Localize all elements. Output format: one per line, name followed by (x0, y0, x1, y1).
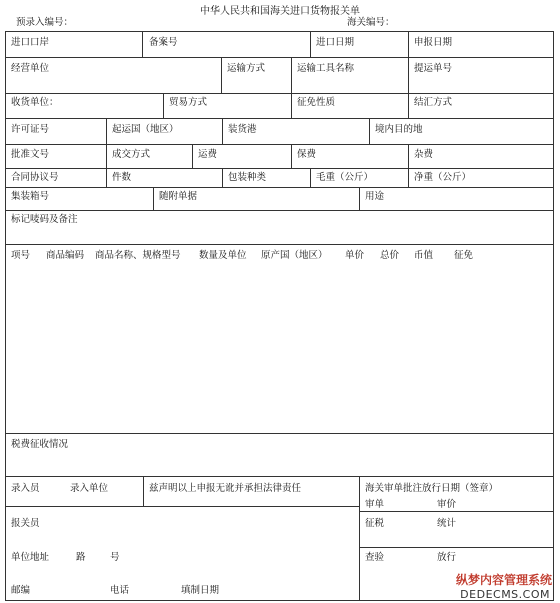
approval-number-label: 批准文号 (11, 149, 50, 160)
import-port-label: 进口口岸 (11, 37, 50, 48)
col-unit-price: 单价 (345, 250, 365, 261)
col-origin-country: 原产国（地区） (261, 250, 328, 261)
cell-divider (192, 144, 193, 168)
cell-divider (408, 57, 409, 93)
cell-divider (153, 187, 154, 210)
row-divider (5, 476, 554, 477)
statistics-label: 统计 (437, 518, 457, 529)
pricing-label: 审价 (437, 499, 457, 510)
bill-of-lading-label: 提运单号 (414, 63, 453, 74)
gross-weight-label: 毛重（公斤） (316, 172, 374, 183)
cell-divider (143, 476, 144, 506)
unit-address-label: 单位地址 (11, 552, 50, 563)
col-quantity-unit: 数量及单位 (199, 250, 247, 261)
cell-divider (291, 57, 292, 93)
container-number-label: 集装箱号 (11, 191, 50, 202)
phone-label: 电话 (110, 585, 130, 596)
col-exemption: 征免 (454, 250, 474, 261)
row-divider (359, 511, 554, 512)
cell-divider (310, 168, 311, 187)
form-frame (5, 31, 554, 601)
tax-levy-label: 征税 (365, 518, 385, 529)
row-divider (5, 144, 554, 145)
loading-port-label: 装货港 (228, 124, 257, 135)
col-commodity-name: 商品名称、规格型号 (95, 250, 181, 261)
number-label: 号 (110, 552, 120, 563)
pre-entry-number-label: 预录入编号： (16, 17, 74, 28)
cell-divider (408, 93, 409, 118)
import-date-label: 进口日期 (316, 37, 355, 48)
cell-divider (106, 118, 107, 144)
col-commodity-code: 商品编码 (46, 250, 85, 261)
cell-divider (291, 93, 292, 118)
release-label: 放行 (437, 552, 457, 563)
net-weight-label: 净重（公斤） (414, 172, 472, 183)
transaction-mode-label: 成交方式 (112, 149, 151, 160)
row-divider (5, 506, 359, 507)
declaration-statement: 兹声明以上申报无讹并承担法律责任 (149, 483, 302, 494)
declarant-label: 报关员 (11, 518, 40, 529)
row-divider (5, 244, 554, 245)
cell-divider (106, 144, 107, 168)
exemption-nature-label: 征免性质 (297, 97, 336, 108)
road-label: 路 (76, 552, 86, 563)
settlement-method-label: 结汇方式 (414, 97, 453, 108)
watermark-text: 纵梦内容管理系统 (455, 573, 552, 587)
insurance-label: 保费 (297, 149, 317, 160)
tax-collection-label: 税费征收情况 (11, 439, 69, 450)
attached-documents-label: 随附单据 (159, 191, 198, 202)
cell-divider (408, 168, 409, 187)
row-divider (5, 57, 554, 58)
col-item-number: 项号 (11, 250, 31, 261)
row-divider (5, 168, 554, 169)
review-label: 审单 (365, 499, 385, 510)
domestic-destination-label: 境内目的地 (375, 124, 423, 135)
entry-person-label: 录入员 (11, 483, 40, 494)
customs-approval-label: 海关审单批注放行日期（签章） (365, 483, 499, 494)
row-divider (5, 118, 554, 119)
watermark-domain: DEDECMS.COM (460, 588, 550, 601)
fill-date-label: 填制日期 (181, 585, 220, 596)
purpose-label: 用途 (365, 191, 385, 202)
cell-divider (408, 31, 409, 57)
row-divider (5, 93, 554, 94)
marks-remarks-label: 标记唛码及备注 (11, 214, 78, 225)
cell-divider (359, 476, 360, 601)
package-type-label: 包装种类 (228, 172, 267, 183)
cell-divider (310, 31, 311, 57)
freight-label: 运费 (198, 149, 218, 160)
postcode-label: 邮编 (11, 585, 31, 596)
cell-divider (291, 144, 292, 168)
cell-divider (222, 168, 223, 187)
entry-unit-label: 录入单位 (70, 483, 109, 494)
cell-divider (106, 168, 107, 187)
package-count-label: 件数 (112, 172, 132, 183)
declaration-date-label: 申报日期 (414, 37, 453, 48)
license-number-label: 许可证号 (11, 124, 50, 135)
cell-divider (142, 31, 143, 57)
operating-unit-label: 经营单位 (11, 63, 50, 74)
customs-number-label: 海关编号： (347, 17, 395, 28)
row-divider (5, 210, 554, 211)
cell-divider (408, 144, 409, 168)
cell-divider (163, 93, 164, 118)
cell-divider (359, 187, 360, 210)
col-total-price: 总价 (380, 250, 400, 261)
row-divider (5, 187, 554, 188)
cell-divider (369, 118, 370, 144)
vehicle-name-label: 运输工具名称 (297, 63, 355, 74)
cell-divider (221, 57, 222, 93)
trade-mode-label: 贸易方式 (169, 97, 208, 108)
origin-country-label: 起运国（地区） (112, 124, 179, 135)
row-divider (359, 547, 554, 548)
consignee-label: 收货单位： (11, 97, 59, 108)
col-currency: 币值 (414, 250, 434, 261)
record-number-label: 备案号 (149, 37, 178, 48)
contract-number-label: 合同协议号 (11, 172, 59, 183)
row-divider (5, 433, 554, 434)
misc-fees-label: 杂费 (414, 149, 434, 160)
inspection-label: 查验 (365, 552, 385, 563)
form-title: 中华人民共和国海关进口货物报关单 (200, 6, 360, 17)
cell-divider (222, 118, 223, 144)
transport-mode-label: 运输方式 (227, 63, 266, 74)
